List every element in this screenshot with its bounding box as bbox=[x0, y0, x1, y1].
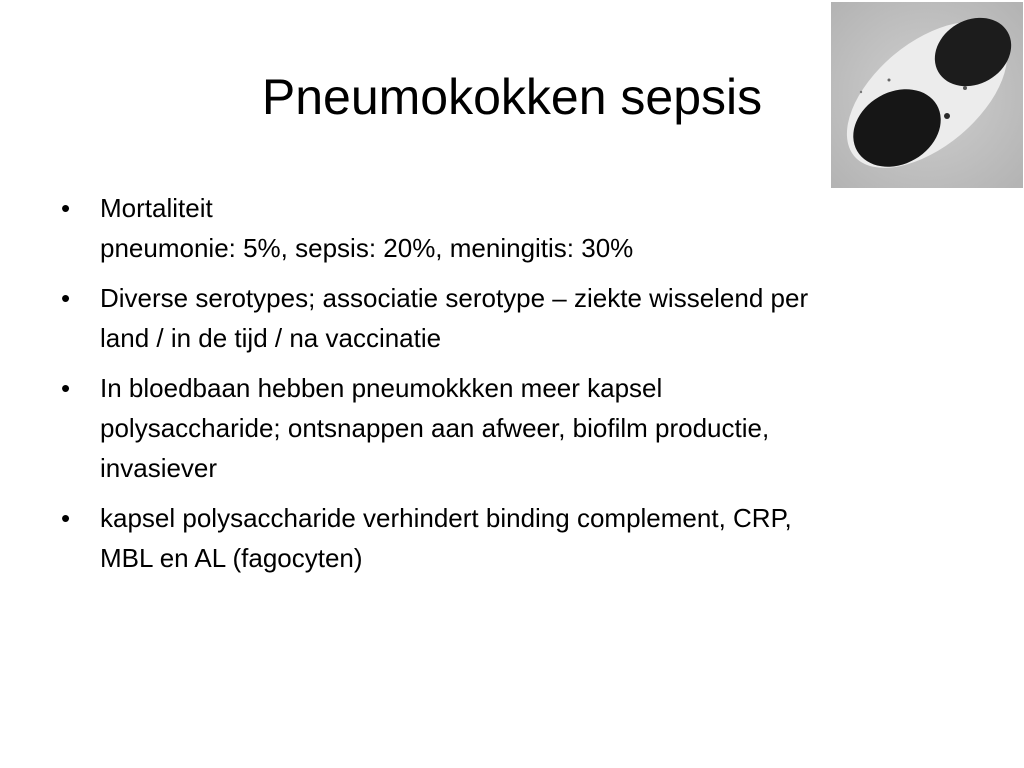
bullet-icon: • bbox=[61, 283, 71, 313]
bullet-text: polysaccharide; ontsnappen aan afweer, biofilm productie, bbox=[100, 413, 770, 443]
bullet-item bbox=[56, 498, 956, 578]
bullet-text: Mortaliteit bbox=[100, 193, 213, 223]
bullet-text: invasiever bbox=[100, 453, 218, 483]
bullet-text: MBL en AL (fagocyten) bbox=[100, 543, 363, 573]
bullet-icon: • bbox=[61, 503, 71, 533]
bullet-list bbox=[56, 188, 956, 588]
bullet-icon: • bbox=[61, 193, 71, 223]
bullet-text: In bloedbaan hebben pneumokkken meer kapsel bbox=[100, 373, 663, 403]
bullet-icon: • bbox=[61, 373, 71, 403]
bullet-text: pneumonie: 5%, sepsis: 20%, meningitis: 30% bbox=[100, 233, 634, 263]
slide-title: Pneumokokken sepsis bbox=[261, 69, 763, 125]
bullet-text: kapsel polysaccharide verhindert binding complement, CRP, bbox=[100, 503, 792, 533]
bullet-text: land / in de tijd / na vaccinatie bbox=[100, 323, 442, 353]
bacteria-micrograph-image bbox=[831, 2, 1023, 188]
bullet-item bbox=[56, 368, 956, 488]
bullet-item bbox=[56, 188, 956, 268]
bullet-text: Diverse serotypes; associatie serotype – ziekte wisselend per bbox=[100, 283, 809, 313]
bullet-item bbox=[56, 278, 956, 358]
